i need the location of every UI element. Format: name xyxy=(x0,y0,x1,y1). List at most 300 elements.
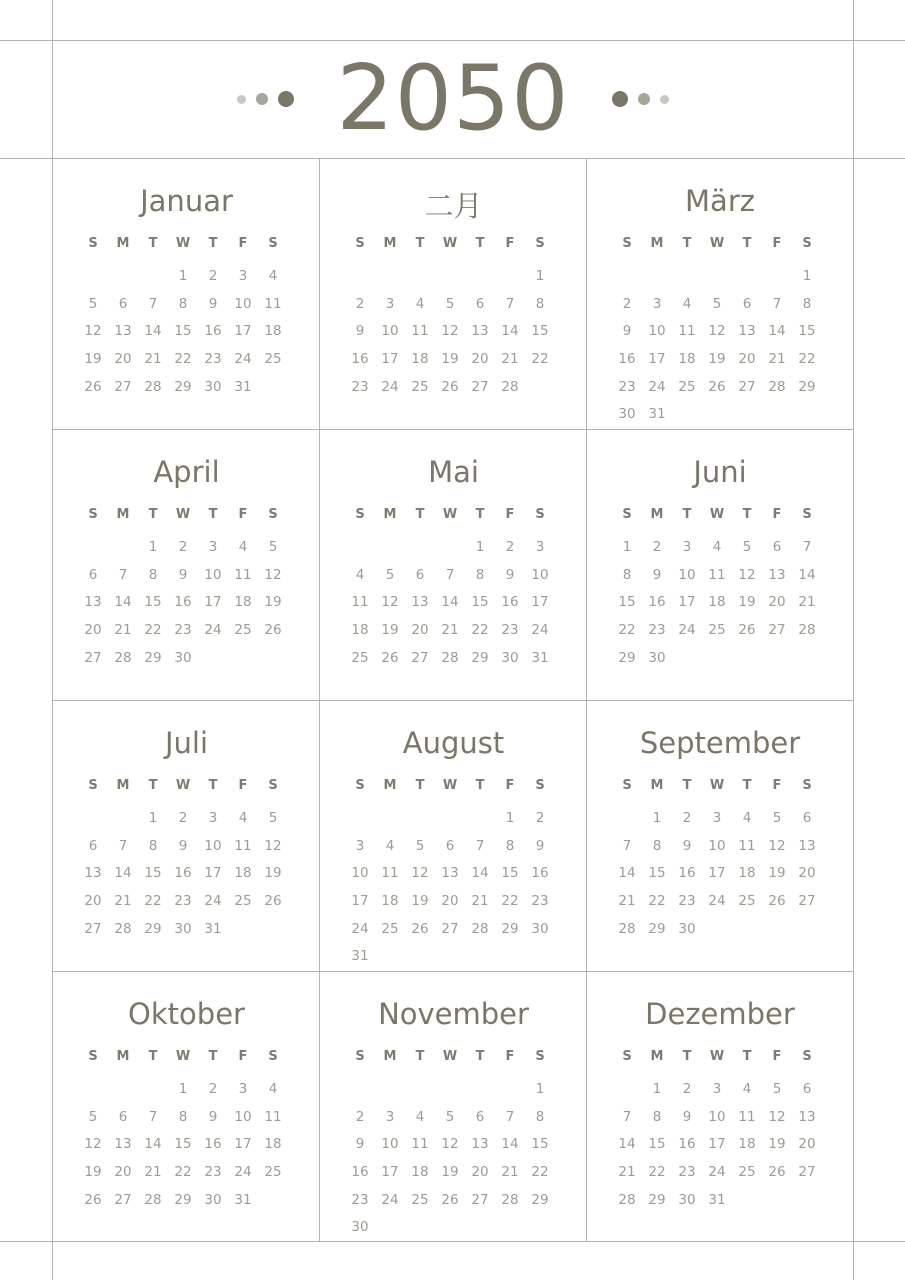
day-number: 22 xyxy=(618,622,636,639)
day-number: 10 xyxy=(234,1108,252,1125)
day-number: 10 xyxy=(204,566,222,583)
weekday-label: S xyxy=(622,1049,632,1064)
month-name: Januar xyxy=(140,184,233,218)
day-number: 5 xyxy=(772,1081,782,1097)
weekday-label: W xyxy=(175,507,191,522)
day-number: 16 xyxy=(174,865,192,882)
day-number: 18 xyxy=(264,323,282,340)
month-block xyxy=(53,700,320,971)
day-number: 24 xyxy=(708,893,726,910)
frame-line-right xyxy=(853,0,854,1280)
day-number: 24 xyxy=(204,893,222,910)
weekday-label: F xyxy=(238,236,248,251)
day-number: 21 xyxy=(501,1164,519,1181)
day-number: 3 xyxy=(652,295,662,312)
day-number: 30 xyxy=(678,920,696,937)
weekday-label: T xyxy=(208,507,218,522)
day-number: 30 xyxy=(174,649,192,666)
day-number: 27 xyxy=(84,649,102,666)
weekday-label: S xyxy=(268,1049,278,1064)
month-name: April xyxy=(153,455,220,489)
day-number: 6 xyxy=(742,295,752,312)
day-number: 6 xyxy=(415,566,425,583)
month-block xyxy=(320,158,587,429)
weekday-label: T xyxy=(415,1049,425,1064)
weekday-label: W xyxy=(175,236,191,251)
day-number: 16 xyxy=(678,865,696,882)
weekday-label: T xyxy=(682,236,692,251)
day-number: 11 xyxy=(738,1108,756,1125)
day-number: 17 xyxy=(381,1164,399,1181)
day-number: 11 xyxy=(678,323,696,340)
day-blank xyxy=(375,805,405,833)
day-number: 10 xyxy=(708,837,726,854)
day-number: 13 xyxy=(441,865,459,882)
day-number: 16 xyxy=(618,351,636,368)
day-grid xyxy=(78,805,288,943)
month-block xyxy=(320,700,587,971)
day-blank xyxy=(495,1076,525,1104)
month-name: Oktober xyxy=(128,997,245,1031)
weekday-label: T xyxy=(475,778,485,793)
weekday-header-row xyxy=(612,507,822,522)
day-number: 1 xyxy=(802,268,812,284)
day-number: 10 xyxy=(708,1108,726,1125)
weekday-label: S xyxy=(535,778,545,793)
day-number: 18 xyxy=(738,1136,756,1153)
day-blank xyxy=(465,1076,495,1104)
day-number: 11 xyxy=(264,1108,282,1125)
day-number: 8 xyxy=(148,837,158,854)
day-blank xyxy=(435,263,465,291)
day-number: 27 xyxy=(768,622,786,639)
day-number: 20 xyxy=(768,594,786,611)
day-number: 5 xyxy=(445,295,455,312)
day-blank xyxy=(345,263,375,291)
day-number: 5 xyxy=(385,566,395,583)
weekday-label: F xyxy=(772,778,782,793)
weekday-label: M xyxy=(650,236,664,251)
day-number: 1 xyxy=(652,1081,662,1097)
day-number: 3 xyxy=(385,1108,395,1125)
day-number: 24 xyxy=(531,622,549,639)
day-number: 4 xyxy=(385,837,395,854)
day-number: 16 xyxy=(531,865,549,882)
day-number: 20 xyxy=(798,865,816,882)
day-number: 10 xyxy=(678,566,696,583)
day-number: 26 xyxy=(84,1191,102,1208)
day-number: 27 xyxy=(114,1191,132,1208)
day-number: 18 xyxy=(234,865,252,882)
day-number: 14 xyxy=(501,323,519,340)
day-number: 5 xyxy=(415,837,425,854)
day-number: 4 xyxy=(355,566,365,583)
day-number: 19 xyxy=(381,622,399,639)
weekday-label: T xyxy=(208,1049,218,1064)
day-number: 1 xyxy=(148,810,158,826)
day-number: 15 xyxy=(648,1136,666,1153)
day-number: 29 xyxy=(144,920,162,937)
day-number: 18 xyxy=(678,351,696,368)
month-grid xyxy=(53,158,853,1241)
weekday-header-row xyxy=(612,778,822,793)
day-number: 2 xyxy=(355,295,365,312)
day-number: 12 xyxy=(708,323,726,340)
day-number: 5 xyxy=(445,1108,455,1125)
weekday-label: W xyxy=(709,778,725,793)
weekday-label: F xyxy=(238,507,248,522)
day-number: 22 xyxy=(531,1164,549,1181)
weekday-label: S xyxy=(622,507,632,522)
weekday-label: S xyxy=(268,236,278,251)
month-block xyxy=(320,971,587,1241)
day-number: 17 xyxy=(381,351,399,368)
day-number: 24 xyxy=(204,622,222,639)
day-number: 27 xyxy=(798,893,816,910)
day-number: 14 xyxy=(114,865,132,882)
month-block xyxy=(53,158,320,429)
day-number: 21 xyxy=(144,351,162,368)
day-blank xyxy=(405,534,435,562)
weekday-label: M xyxy=(650,1049,664,1064)
day-number: 16 xyxy=(351,351,369,368)
day-number: 3 xyxy=(238,268,248,284)
day-number: 23 xyxy=(648,622,666,639)
day-number: 14 xyxy=(144,323,162,340)
day-number: 22 xyxy=(174,1164,192,1181)
weekday-label: S xyxy=(802,236,812,251)
day-number: 9 xyxy=(535,837,545,854)
day-number: 12 xyxy=(738,566,756,583)
day-number: 13 xyxy=(84,594,102,611)
day-number: 12 xyxy=(768,1108,786,1125)
day-number: 19 xyxy=(264,865,282,882)
day-blank xyxy=(612,1076,642,1104)
day-number: 8 xyxy=(148,566,158,583)
weekday-label: S xyxy=(802,778,812,793)
day-number: 5 xyxy=(268,539,278,555)
month-name: März xyxy=(685,184,755,218)
day-number: 9 xyxy=(208,295,218,312)
day-number: 25 xyxy=(708,622,726,639)
day-number: 22 xyxy=(471,622,489,639)
day-number: 22 xyxy=(648,893,666,910)
day-number: 16 xyxy=(204,323,222,340)
day-number: 12 xyxy=(381,594,399,611)
weekday-label: S xyxy=(535,236,545,251)
day-number: 12 xyxy=(84,323,102,340)
day-number: 17 xyxy=(678,594,696,611)
day-blank xyxy=(465,805,495,833)
day-number: 25 xyxy=(234,893,252,910)
weekday-label: W xyxy=(709,1049,725,1064)
day-number: 21 xyxy=(501,351,519,368)
day-number: 30 xyxy=(204,1191,222,1208)
day-number: 1 xyxy=(475,539,485,555)
day-number: 26 xyxy=(381,649,399,666)
month-block xyxy=(587,971,853,1241)
month-block xyxy=(587,700,853,971)
day-number: 23 xyxy=(531,893,549,910)
day-number: 6 xyxy=(475,295,485,312)
decor-dot xyxy=(638,93,650,105)
day-blank xyxy=(612,263,642,291)
day-number: 16 xyxy=(204,1136,222,1153)
weekday-label: T xyxy=(415,507,425,522)
day-blank xyxy=(405,263,435,291)
day-number: 8 xyxy=(535,295,545,312)
day-number: 25 xyxy=(234,622,252,639)
day-number: 2 xyxy=(178,810,188,826)
weekday-header-row xyxy=(345,778,555,793)
day-number: 7 xyxy=(118,566,128,583)
day-number: 30 xyxy=(648,649,666,666)
day-number: 24 xyxy=(381,1191,399,1208)
weekday-header-row xyxy=(78,236,288,251)
day-number: 31 xyxy=(708,1191,726,1208)
day-number: 3 xyxy=(535,539,545,555)
day-number: 22 xyxy=(174,351,192,368)
day-number: 13 xyxy=(114,1136,132,1153)
day-number: 8 xyxy=(535,1108,545,1125)
day-number: 25 xyxy=(411,1191,429,1208)
day-number: 26 xyxy=(84,378,102,395)
weekday-label: T xyxy=(682,778,692,793)
month-name: Juli xyxy=(164,726,209,760)
day-number: 4 xyxy=(238,539,248,555)
day-number: 28 xyxy=(618,1191,636,1208)
weekday-label: F xyxy=(772,1049,782,1064)
weekday-label: F xyxy=(505,507,515,522)
day-number: 11 xyxy=(264,295,282,312)
day-number: 29 xyxy=(471,649,489,666)
decor-dot xyxy=(278,91,294,107)
day-number: 27 xyxy=(411,649,429,666)
day-number: 18 xyxy=(351,622,369,639)
day-number: 6 xyxy=(802,810,812,826)
day-number: 9 xyxy=(652,566,662,583)
day-blank xyxy=(405,805,435,833)
day-number: 15 xyxy=(174,323,192,340)
day-number: 7 xyxy=(475,837,485,854)
day-number: 5 xyxy=(742,539,752,555)
weekday-header-row xyxy=(78,507,288,522)
day-number: 12 xyxy=(84,1136,102,1153)
day-number: 20 xyxy=(471,351,489,368)
day-number: 19 xyxy=(768,1136,786,1153)
weekday-label: F xyxy=(238,778,248,793)
year-header xyxy=(53,40,853,158)
decor-dot xyxy=(256,93,268,105)
day-number: 23 xyxy=(351,378,369,395)
day-number: 22 xyxy=(144,893,162,910)
day-number: 7 xyxy=(622,837,632,854)
day-number: 17 xyxy=(648,351,666,368)
day-blank xyxy=(78,1076,108,1104)
weekday-label: W xyxy=(442,507,458,522)
day-number: 5 xyxy=(268,810,278,826)
decor-dot xyxy=(660,95,669,104)
day-blank xyxy=(108,534,138,562)
day-number: 8 xyxy=(475,566,485,583)
day-number: 17 xyxy=(351,893,369,910)
weekday-label: F xyxy=(238,1049,248,1064)
weekday-label: M xyxy=(116,1049,130,1064)
day-number: 21 xyxy=(441,622,459,639)
day-number: 7 xyxy=(148,295,158,312)
weekday-label: T xyxy=(475,236,485,251)
day-number: 9 xyxy=(178,837,188,854)
day-grid xyxy=(78,1076,288,1214)
day-number: 9 xyxy=(355,323,365,340)
day-number: 25 xyxy=(351,649,369,666)
day-number: 28 xyxy=(114,920,132,937)
day-number: 10 xyxy=(351,865,369,882)
weekday-header-row xyxy=(612,236,822,251)
weekday-label: T xyxy=(148,507,158,522)
day-grid xyxy=(78,263,288,401)
day-number: 6 xyxy=(88,837,98,854)
day-number: 23 xyxy=(678,893,696,910)
day-number: 1 xyxy=(178,268,188,284)
day-number: 29 xyxy=(144,649,162,666)
day-blank xyxy=(435,1076,465,1104)
day-blank xyxy=(78,805,108,833)
day-grid xyxy=(345,263,555,401)
day-number: 26 xyxy=(264,893,282,910)
day-number: 24 xyxy=(351,920,369,937)
weekday-label: T xyxy=(415,778,425,793)
day-number: 9 xyxy=(682,837,692,854)
day-number: 19 xyxy=(441,1164,459,1181)
day-number: 16 xyxy=(678,1136,696,1153)
day-number: 4 xyxy=(238,810,248,826)
day-blank xyxy=(108,805,138,833)
day-number: 21 xyxy=(618,893,636,910)
weekday-label: M xyxy=(383,1049,397,1064)
day-number: 18 xyxy=(708,594,726,611)
day-number: 2 xyxy=(622,295,632,312)
day-number: 2 xyxy=(178,539,188,555)
day-number: 21 xyxy=(798,594,816,611)
day-number: 30 xyxy=(204,378,222,395)
day-number: 7 xyxy=(505,1108,515,1125)
day-number: 2 xyxy=(682,1081,692,1097)
weekday-label: T xyxy=(148,1049,158,1064)
day-number: 7 xyxy=(148,1108,158,1125)
day-number: 3 xyxy=(712,1081,722,1097)
day-number: 28 xyxy=(441,649,459,666)
day-number: 9 xyxy=(622,323,632,340)
day-number: 18 xyxy=(738,865,756,882)
day-number: 3 xyxy=(208,539,218,555)
decor-dot xyxy=(612,91,628,107)
day-blank xyxy=(108,1076,138,1104)
weekday-label: S xyxy=(268,778,278,793)
day-number: 8 xyxy=(178,1108,188,1125)
day-number: 26 xyxy=(441,378,459,395)
day-number: 20 xyxy=(84,622,102,639)
day-number: 1 xyxy=(148,539,158,555)
day-number: 7 xyxy=(118,837,128,854)
day-number: 25 xyxy=(381,920,399,937)
day-number: 2 xyxy=(208,268,218,284)
day-number: 11 xyxy=(234,566,252,583)
day-number: 31 xyxy=(648,406,666,423)
day-number: 5 xyxy=(88,1108,98,1125)
weekday-label: S xyxy=(622,236,632,251)
weekday-label: S xyxy=(355,1049,365,1064)
month-name: September xyxy=(639,726,801,760)
weekday-header-row xyxy=(345,1049,555,1064)
day-number: 10 xyxy=(234,295,252,312)
day-number: 10 xyxy=(381,323,399,340)
day-number: 30 xyxy=(174,920,192,937)
day-number: 20 xyxy=(471,1164,489,1181)
day-number: 2 xyxy=(355,1108,365,1125)
day-number: 19 xyxy=(411,893,429,910)
month-block xyxy=(320,429,587,700)
day-number: 6 xyxy=(118,295,128,312)
weekday-label: S xyxy=(802,507,812,522)
day-number: 21 xyxy=(471,893,489,910)
day-number: 19 xyxy=(84,1164,102,1181)
day-number: 26 xyxy=(768,893,786,910)
weekday-label: M xyxy=(116,778,130,793)
day-number: 27 xyxy=(114,378,132,395)
day-number: 3 xyxy=(682,539,692,555)
day-number: 4 xyxy=(742,810,752,826)
day-blank xyxy=(138,1076,168,1104)
weekday-label: S xyxy=(355,236,365,251)
day-grid xyxy=(612,263,822,429)
day-number: 20 xyxy=(411,622,429,639)
day-number: 28 xyxy=(471,920,489,937)
weekday-header-row xyxy=(345,236,555,251)
day-number: 26 xyxy=(264,622,282,639)
day-number: 4 xyxy=(712,539,722,555)
day-number: 12 xyxy=(768,837,786,854)
weekday-label: S xyxy=(268,507,278,522)
day-blank xyxy=(375,1076,405,1104)
day-number: 16 xyxy=(648,594,666,611)
day-number: 6 xyxy=(772,539,782,555)
weekday-label: F xyxy=(772,236,782,251)
day-number: 3 xyxy=(712,810,722,826)
day-number: 28 xyxy=(144,1191,162,1208)
day-number: 20 xyxy=(114,1164,132,1181)
day-number: 11 xyxy=(738,837,756,854)
day-number: 10 xyxy=(381,1136,399,1153)
weekday-label: S xyxy=(622,778,632,793)
day-number: 8 xyxy=(622,566,632,583)
day-number: 14 xyxy=(768,323,786,340)
day-number: 28 xyxy=(768,378,786,395)
day-number: 27 xyxy=(441,920,459,937)
day-number: 17 xyxy=(234,1136,252,1153)
weekday-label: W xyxy=(442,236,458,251)
month-block xyxy=(587,429,853,700)
day-number: 22 xyxy=(501,893,519,910)
day-number: 14 xyxy=(471,865,489,882)
day-number: 20 xyxy=(441,893,459,910)
day-number: 17 xyxy=(708,1136,726,1153)
day-number: 4 xyxy=(268,1081,278,1097)
day-number: 5 xyxy=(88,295,98,312)
day-number: 8 xyxy=(802,295,812,312)
day-number: 16 xyxy=(501,594,519,611)
decor-dots-right xyxy=(612,91,669,107)
